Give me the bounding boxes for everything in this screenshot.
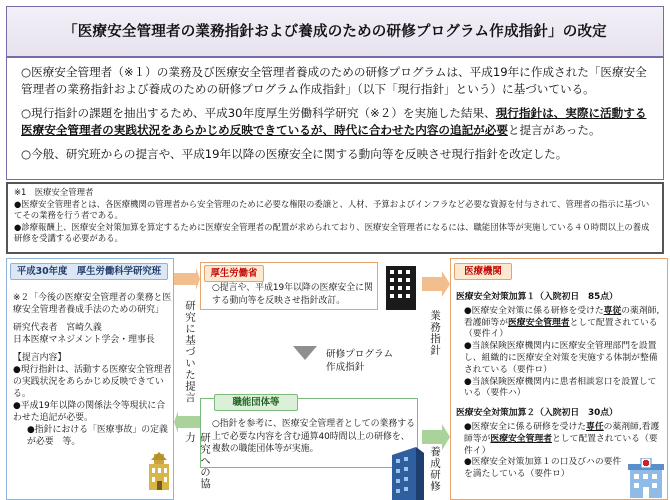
addition-1-item: ●当該保険医療機関内に医療安全管理部門を設置し、組織的に医療安全対策を実施する体制が整備されている（要件ロ） bbox=[464, 341, 658, 375]
right-arrow-icon bbox=[422, 271, 450, 297]
addition-2-item: ●医療安全対策加算１の口及びハの要件を満たしている（要件ロ） bbox=[464, 457, 622, 480]
arrow-label-guideline: 業務指針 bbox=[429, 310, 441, 356]
research-group-content bbox=[13, 292, 173, 448]
hospital-content bbox=[456, 292, 664, 481]
arrow-label-proposal: 研究に基づいた提言 bbox=[184, 300, 196, 404]
proposal-heading: 【提言内容】 bbox=[13, 353, 67, 363]
arrow-label-cooperation: 研究への協力 bbox=[184, 432, 211, 490]
down-arrow-icon bbox=[293, 346, 317, 362]
addition-2-title: 医療安全対策加算２（入院初日 30点） bbox=[456, 408, 618, 419]
office-building-icon bbox=[386, 447, 426, 500]
intro-paragraph-3: ○今般、研究班からの提言や、平成19年以降の医療安全に関する動向等を反映させ現行指針を改定した。 bbox=[21, 147, 568, 161]
proposal-item: ●指針における「医療事故」の定義が必要 等。 bbox=[27, 425, 168, 447]
professional-org-header: 職能団体等 bbox=[214, 394, 298, 411]
right-arrow-icon bbox=[174, 268, 200, 290]
footnote-line: ●医療安全管理者とは、各医療機関の管理者から安全管理のために必要な権限の委譲と、人材、予算およびインフラなど必要な資源を付与されて、管理者の指示に基づいてその業務を行う者である。 bbox=[14, 198, 650, 221]
intro-paragraph-2 bbox=[21, 105, 653, 138]
footnote-box bbox=[6, 182, 664, 254]
government-building-icon bbox=[384, 266, 420, 310]
research-rep-org: 日本医療マネジメント学会・理事長 bbox=[13, 335, 155, 345]
research-group-header: 平成30年度 厚生労働科学研究班 bbox=[10, 263, 168, 280]
left-arrow-icon bbox=[174, 411, 200, 433]
intro-text: ○現行指針の課題を抽出するため、平成30年度厚生労働科学研究（※２）を実施した結果、 bbox=[21, 106, 496, 120]
addition-2-item: ●医療安全に係る研修を受けた専任の薬剤師,看護師等が医療安全管理者として配置されている（要件イ） bbox=[464, 421, 660, 456]
mhlw-header: 厚生労働省 bbox=[204, 265, 264, 282]
page-title: 「医療安全管理者の業務指針および養成のための研修プログラム作成指針」の改定 bbox=[6, 6, 664, 58]
program-label-line: 作成指針 bbox=[326, 362, 365, 373]
university-building-icon bbox=[147, 452, 171, 492]
hospital-icon bbox=[628, 458, 664, 498]
mhlw-text: ○提言や、平成19年以降の医療安全に関する動向等を反映させ指針改訂。 bbox=[212, 283, 373, 306]
addition-1-item: ●当該保険医療機関内に患者相談窓口を設置している（要件ハ） bbox=[464, 376, 657, 399]
program-label bbox=[326, 348, 393, 374]
program-label-line: 研修プログラム bbox=[326, 349, 394, 360]
research-rep: 研究代表者 宮崎久義 bbox=[13, 323, 102, 333]
addition-1-item: ●医療安全対策に係る研修を受けた専従の薬剤師,看護師等が医療安全管理者として配置されている（要件イ） bbox=[464, 305, 660, 340]
footnote-line: ●診療報酬上、医療安全対策加算を算定するために医療安全管理者の配置が求められており、医療安全管理者になるには、職能団体等が実施している４０時間以上の養成研修を受講する必要がある。 bbox=[14, 221, 650, 244]
proposal-item: ●現行指針は、活動する医療安全管理者の実践状況をあらかじめ反映できている。 bbox=[13, 365, 172, 399]
professional-org-text: ○指針を参考に、医療安全管理者としての業務する上で必要な内容を含む通算40時間以上の研修を、複数の職能団体等が実施。 bbox=[212, 419, 415, 454]
intro-text: と提言があった。 bbox=[507, 122, 601, 137]
intro-box bbox=[6, 56, 664, 180]
intro-paragraph-1: ○医療安全管理者（※１）の業務及び医療安全管理者養成のための研修プログラムは、平成19年に作成された「医療安全管理者の業務指針および養成のための研修プログラム作成指針」（以下「現行指針」という）に基づいている。 bbox=[21, 65, 647, 96]
arrow-label-training: 養成研修 bbox=[429, 446, 441, 492]
intro-emphasis: 現行指針は、実際に活動する医療安全管理者の実践状況をあらかじめ反映できているが、時代に合わせた内容の追記が必要 bbox=[21, 106, 647, 137]
research-title: ※２「今後の医療安全管理者の業務と医療安全管理者養成手法のための研究」 bbox=[13, 293, 172, 315]
proposal-item: ●平成19年以降の関係法令等現状に合わせた追記が必要。 bbox=[13, 401, 166, 423]
hospital-header: 医療機関 bbox=[454, 263, 512, 280]
addition-1-title: 医療安全対策加算１（入院初日 85点） bbox=[456, 292, 618, 302]
footnote-title: ※1 医療安全管理者 bbox=[14, 187, 94, 197]
